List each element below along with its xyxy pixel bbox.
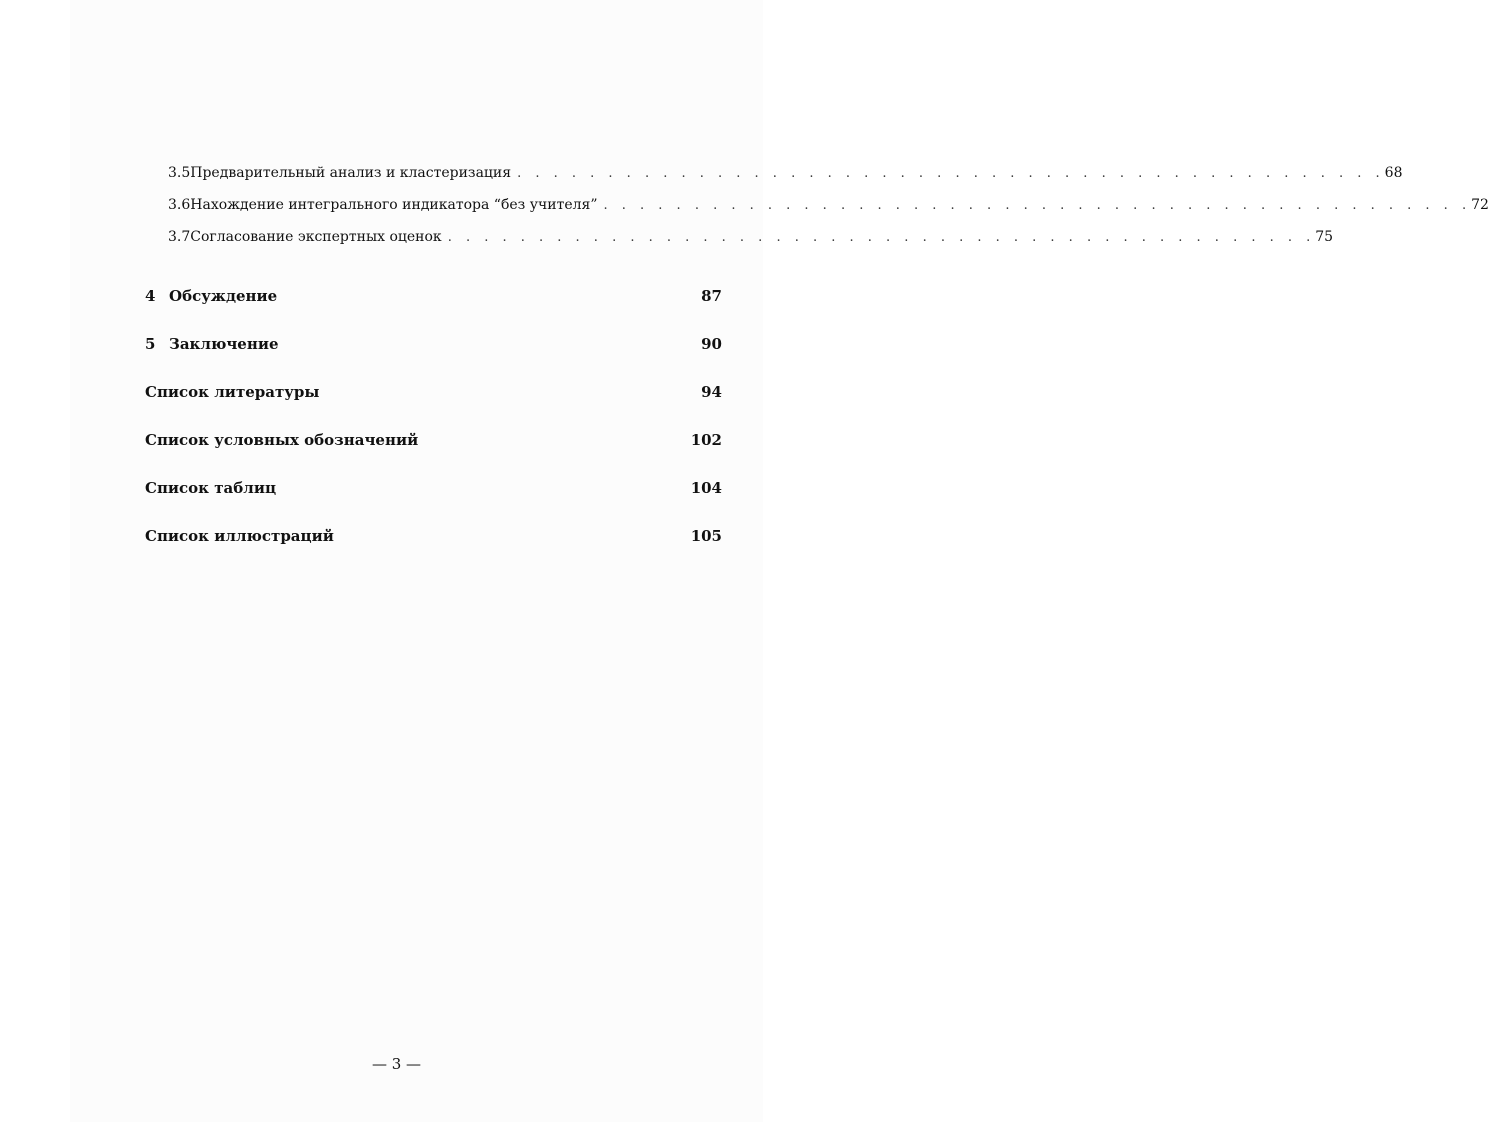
page-number: 90 bbox=[701, 335, 722, 353]
toc-chapter-discussion[interactable] bbox=[145, 267, 722, 307]
page-number: 94 bbox=[701, 383, 722, 401]
page-number: 104 bbox=[690, 479, 722, 497]
page-number: 102 bbox=[690, 431, 722, 449]
section-title: Согласование экспертных оценок bbox=[190, 221, 447, 253]
page-number: 87 bbox=[701, 287, 722, 305]
toc-chapter-references[interactable] bbox=[145, 355, 722, 403]
page-number: 105 bbox=[690, 527, 722, 545]
section-title: Предварительный анализ и кластеризация bbox=[190, 157, 517, 189]
section-number: 3.5 bbox=[168, 165, 191, 181]
dot-leader: . . . . . . . . . . . . . . . . . . . . . . . . . . . . . . . . . . . . . . . . . . . . . . . . bbox=[603, 198, 1472, 213]
chapter-title: Заключение bbox=[169, 335, 279, 353]
chapter-title: Обсуждение bbox=[169, 287, 278, 305]
chapter-title: Список условных обозначений bbox=[145, 431, 419, 449]
toc-chapter-tables[interactable] bbox=[145, 451, 722, 499]
section-number: 3.7 bbox=[168, 229, 191, 245]
chapter-title: Список иллюстраций bbox=[145, 527, 334, 545]
page-number: 75 bbox=[1315, 229, 1334, 245]
dot-leader: . . . . . . . . . . . . . . . . . . . . . . . . . . . . . . . . . . . . . . . . . . . . . . . . bbox=[447, 230, 1316, 245]
section-number: 3.6 bbox=[168, 197, 191, 213]
section-title: Нахождение интегрального индикатора “без учителя” bbox=[190, 189, 603, 221]
chapter-title: Список литературы bbox=[145, 383, 320, 401]
table-of-contents bbox=[145, 157, 1489, 547]
toc-chapter-illustrations[interactable] bbox=[145, 499, 722, 547]
page-number: 72 bbox=[1471, 197, 1489, 213]
toc-chapter-notation[interactable] bbox=[145, 403, 722, 451]
page-number: 68 bbox=[1384, 165, 1403, 181]
toc-subsection[interactable] bbox=[145, 157, 1403, 189]
page-footer-number: — 3 — bbox=[371, 1055, 422, 1073]
chapter-number: 5 bbox=[145, 335, 156, 353]
toc-subsection[interactable] bbox=[145, 221, 1334, 253]
toc-subsection[interactable] bbox=[145, 189, 1489, 221]
dot-leader: . . . . . . . . . . . . . . . . . . . . . . . . . . . . . . . . . . . . . . . . . . . . . . . . bbox=[517, 166, 1385, 181]
chapter-title: Список таблиц bbox=[145, 479, 277, 497]
chapter-number: 4 bbox=[145, 287, 156, 305]
toc-chapter-conclusion[interactable] bbox=[145, 307, 722, 355]
